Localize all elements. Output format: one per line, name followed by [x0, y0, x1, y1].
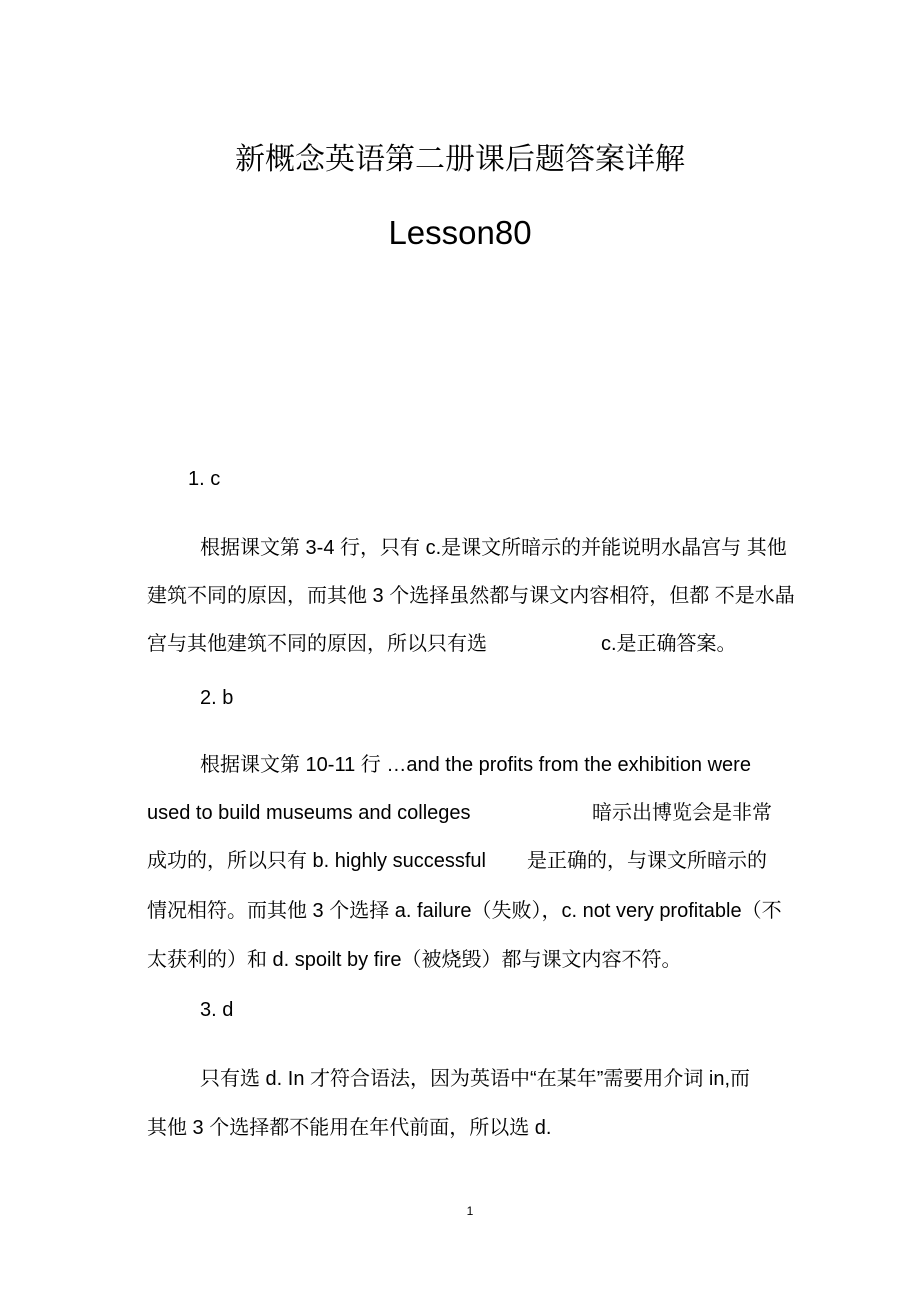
line-segment: 是正确的，与课文所暗示的 [527, 850, 767, 872]
paragraph-line: 太获利的）和 d. spoilt by fire（被烧毁）都与课文内容不符。 [147, 949, 682, 971]
answer-label: 2. b [200, 687, 234, 709]
line-segment: used to build museums and colleges [147, 802, 471, 824]
page-number: 1 [466, 1204, 474, 1218]
line-segment: c.是正确答案。 [601, 633, 737, 655]
line-segment: 成功的，所以只有 b. highly successful [147, 850, 486, 872]
paragraph-line: 其他 3 个选择都不能用在年代前面，所以选 d. [147, 1117, 552, 1139]
document-title: 新概念英语第二册课后题答案详解 [235, 142, 685, 177]
paragraph-line: 只有选 d. In 才符合语法，因为英语中“在某年”需要用介词 in,而 [200, 1068, 751, 1090]
lesson-heading: Lesson80 [388, 214, 532, 251]
paragraph-line: 建筑不同的原因，而其他 3 个选择虽然都与课文内容相符，但都 不是水晶 [147, 585, 795, 607]
paragraph-line [147, 632, 737, 656]
answer-label: 1. c [188, 468, 221, 490]
paragraph-line: 情况相符。而其他 3 个选择 a. failure（失败），c. not very profitable（不 [147, 900, 782, 922]
paragraph-line [147, 801, 772, 825]
paragraph-line: 根据课文第 3-4 行，只有 c.是课文所暗示的并能说明水晶宫与 其他 [200, 537, 787, 559]
answer-label: 3. d [200, 999, 234, 1021]
line-segment: 暗示出博览会是非常 [592, 802, 772, 824]
paragraph-line [147, 849, 767, 873]
paragraph-line: 根据课文第 10-11 行 …and the profits from the exhibition were [200, 754, 751, 776]
line-segment: 宫与其他建筑不同的原因，所以只有选 [147, 633, 487, 655]
